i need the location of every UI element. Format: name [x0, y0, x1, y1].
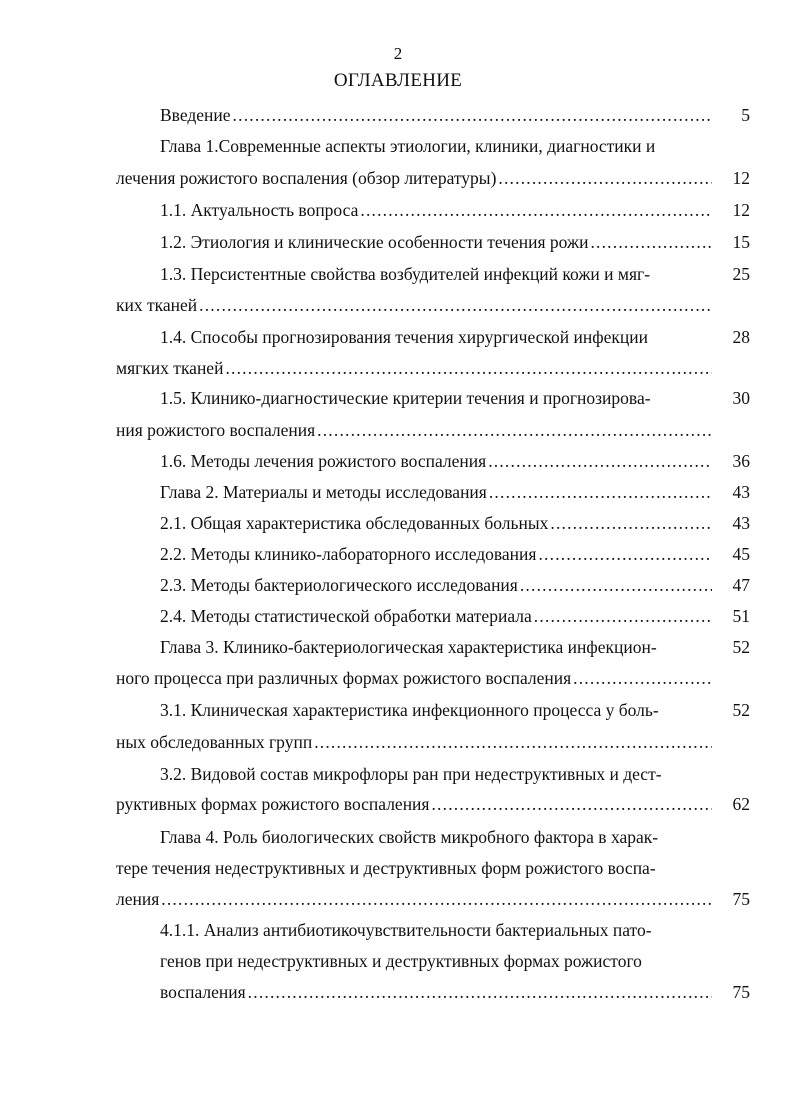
toc-entry-chapter-1: Глава 1.Современные аспекты этиологии, клиники, диагностики и [160, 136, 656, 156]
leader-dots [489, 479, 712, 505]
toc-entry-3-1-cont: ных обследованных групп ..... [116, 729, 712, 755]
toc-entry-4-1-1-cont: генов при недеструктивных и деструктивных формах рожистого [160, 951, 642, 971]
toc-entry-chapter-3-cont: ного процесса при различных формах рожистого воспаления ..... [116, 665, 712, 691]
toc-page-number: 43 [732, 482, 750, 502]
toc-entry-3-1: 3.1. Клиническая характеристика инфекционного процесса у боль- [160, 700, 659, 720]
leader-dots [573, 665, 712, 691]
leader-dots [314, 729, 712, 755]
toc-entry-1-6: 1.6. Методы лечения рожистого воспаления ..... [160, 448, 712, 474]
toc-entry-3-2-cont: руктивных формах рожистого воспаления ..... [116, 791, 712, 817]
page-number: 2 [393, 44, 403, 63]
toc-entry-introduction: Введение ..... [160, 102, 712, 128]
leader-dots [233, 102, 712, 128]
toc-entry-chapter-3: Глава 3. Клинико-бактериологическая характеристика инфекцион- [160, 637, 657, 657]
toc-page-number: 28 [732, 327, 750, 347]
toc-page-number: 47 [732, 575, 750, 595]
toc-page-number: 52 [732, 637, 750, 657]
leader-dots [248, 979, 712, 1005]
toc-entry-chapter-2: Глава 2. Материалы и методы исследования ..... [160, 479, 712, 505]
toc-page-number: 45 [732, 544, 750, 564]
toc-page-number: 5 [741, 105, 750, 125]
toc-page-number: 15 [732, 232, 750, 252]
leader-dots [550, 510, 712, 536]
toc-entry-chapter-1-cont: лечения рожистого воспаления (обзор литературы) ..... [116, 165, 712, 191]
toc-entry-1-2: 1.2. Этиология и клинические особенности течения рожи ..... [160, 229, 712, 255]
toc-entry-2-1: 2.1. Общая характеристика обследованных больных ..... [160, 510, 712, 536]
leader-dots [488, 448, 712, 474]
leader-dots [317, 417, 712, 443]
toc-title: ОГЛАВЛЕНИЕ [333, 70, 463, 91]
toc-entry-1-1: 1.1. Актуальность вопроса ..... [160, 197, 712, 223]
toc-entry-3-2: 3.2. Видовой состав микрофлоры ран при недеструктивных и дест- [160, 764, 662, 784]
toc-entry-1-3: 1.3. Персистентные свойства возбудителей инфекций кожи и мяг- [160, 264, 651, 284]
toc-entry-4-1-1-end: воспаления ..... [160, 979, 712, 1005]
toc-entry-2-4: 2.4. Методы статистической обработки материала ..... [160, 603, 712, 629]
toc-page-number: 12 [732, 200, 750, 220]
toc-entry-2-2: 2.2. Методы клинико-лабораторного исследования ..... [160, 541, 712, 567]
toc-page-number: 75 [732, 982, 750, 1002]
toc-page-number: 51 [732, 606, 750, 626]
toc-entry-1-3-cont: ких тканей ..... [116, 292, 712, 318]
leader-dots [161, 886, 712, 912]
toc-entry-1-4-cont: мягких тканей ..... [116, 355, 712, 381]
leader-dots [538, 541, 712, 567]
toc-page-number: 12 [732, 168, 750, 188]
toc-entry-1-5-cont: ния рожистого воспаления ..... [116, 417, 712, 443]
toc-entry-1-4: 1.4. Способы прогнозирования течения хирургической инфекции [160, 327, 648, 347]
toc-entry-2-3: 2.3. Методы бактериологического исследования ..... [160, 572, 712, 598]
leader-dots [534, 603, 712, 629]
leader-dots [360, 197, 712, 223]
toc-entry-chapter-4-cont: тере течения недеструктивных и деструктивных форм рожистого воспа- [116, 858, 656, 878]
toc-page-number: 75 [732, 889, 750, 909]
toc-entry-chapter-4-end: ления ..... [116, 886, 712, 912]
leader-dots [520, 572, 712, 598]
toc-page-number: 30 [732, 388, 750, 408]
toc-page-number: 43 [732, 513, 750, 533]
leader-dots [225, 355, 712, 381]
toc-entry-1-5: 1.5. Клинико-диагностические критерии течения и прогнозирова- [160, 388, 651, 408]
toc-page-number: 25 [732, 264, 750, 284]
toc-page-number: 36 [732, 451, 750, 471]
toc-page-number: 62 [732, 794, 750, 814]
leader-dots [498, 165, 712, 191]
toc-entry-chapter-4: Глава 4. Роль биологических свойств микробного фактора в харак- [160, 827, 659, 847]
toc-entry-4-1-1: 4.1.1. Анализ антибиотикочувствительности бактериальных пато- [160, 920, 652, 940]
leader-dots [590, 229, 712, 255]
toc-page-number: 52 [732, 700, 750, 720]
leader-dots [431, 791, 712, 817]
leader-dots [199, 292, 712, 318]
